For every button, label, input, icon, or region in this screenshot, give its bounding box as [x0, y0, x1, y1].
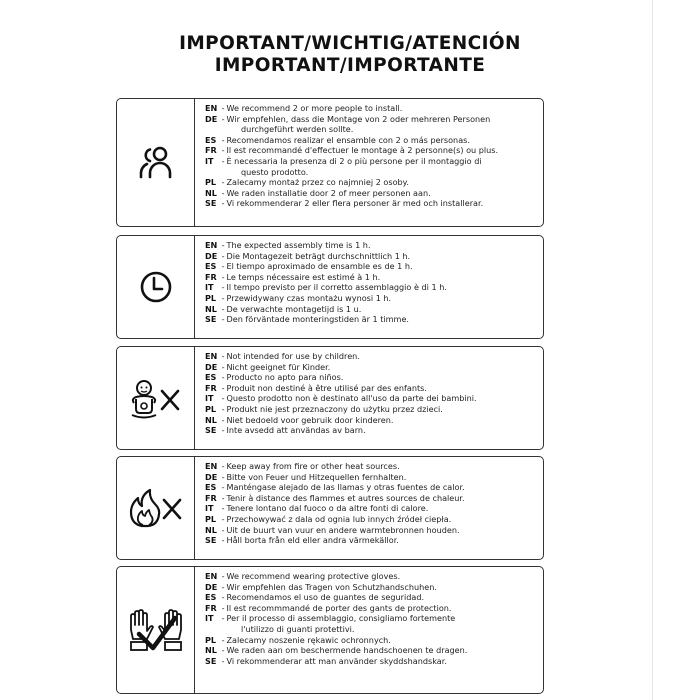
notice-text: Nicht geeignet für Kinder.: [226, 361, 331, 372]
notice-line: [205, 603, 539, 614]
notice-line: [205, 240, 539, 251]
notice-text: Vi rekommenderar 2 eller flera personer är med och installerar.: [226, 198, 484, 209]
notice-line: [205, 293, 539, 304]
language-dash: -: [219, 602, 225, 613]
notice-text: Il est recommmandé de porter des gants de protection.: [226, 602, 452, 613]
language-code: FR: [205, 382, 217, 393]
language-dash: -: [219, 103, 225, 113]
notice-line: [205, 135, 539, 146]
notice-text: Not intended for use by children.: [226, 351, 360, 361]
language-code: IT: [205, 282, 214, 293]
language-code: SE: [205, 314, 217, 325]
page-title-line-1: IMPORTANT/WICHTIG/ATENCIÓN: [179, 33, 521, 54]
language-dash: -: [219, 155, 225, 166]
notice-text: We raden aan om beschermende handschoenen te dragen.: [226, 645, 468, 656]
language-code: FR: [205, 271, 217, 282]
language-code: DE: [205, 361, 218, 372]
notice-text: durchgeführt werden sollte.: [241, 124, 354, 135]
language-code: ES: [205, 134, 217, 145]
notice-lines: [205, 103, 539, 209]
language-code: PL: [205, 634, 217, 645]
two-people-icon: [136, 143, 176, 183]
notice-text: Manténgase alejado de las llamas y otras fuentes de calor.: [226, 482, 465, 493]
notice-line: [205, 582, 539, 593]
language-dash: -: [219, 513, 225, 524]
language-code: NL: [205, 645, 217, 656]
language-dash: -: [219, 261, 225, 272]
page-title-line-2: IMPORTANT/IMPORTANTE: [214, 55, 486, 76]
notice-text: l'utilizzo di guanti protettivi.: [241, 623, 355, 634]
notice-text: Uit de buurt van vuur en andere warmtebronnen houden.: [226, 524, 460, 535]
language-dash: -: [219, 581, 225, 592]
language-code: NL: [205, 187, 217, 198]
language-dash: -: [219, 372, 225, 383]
notice-box-gloves: [116, 566, 544, 694]
notice-line: [205, 156, 539, 167]
language-code: SE: [205, 535, 217, 546]
notice-text: Produit non destiné à être utilisé par des enfants.: [226, 382, 427, 393]
notice-line: [205, 525, 539, 536]
notice-line: [205, 114, 539, 125]
language-dash: -: [219, 145, 225, 156]
notice-text: Tenir à distance des flammes et autres sources de chaleur.: [226, 492, 465, 503]
notice-line: [205, 645, 539, 656]
notice-line: [205, 482, 539, 493]
notice-text: Zalecamy montaż przez co najmniej 2 osoby.: [226, 177, 409, 188]
notice-text: Die Montagezeit beträgt durchschnittlich 1 h.: [226, 250, 411, 261]
notice-line: [205, 635, 539, 646]
notice-line: [205, 461, 539, 472]
icon-cell: [117, 236, 195, 338]
language-dash: -: [219, 492, 225, 503]
notice-line: [205, 503, 539, 514]
language-code: EN: [205, 240, 218, 250]
language-dash: -: [219, 134, 225, 145]
notice-line: [205, 145, 539, 156]
notice-line: [205, 535, 539, 546]
notice-line: [205, 167, 539, 178]
notice-text: The expected assembly time is 1 h.: [226, 240, 371, 250]
language-code: PL: [205, 513, 217, 524]
no-children-icon: [126, 375, 186, 421]
notice-line: [205, 383, 539, 394]
clock-icon: [139, 270, 173, 304]
language-code: PL: [205, 292, 217, 303]
language-dash: -: [219, 382, 225, 393]
notice-line: [205, 425, 539, 436]
notice-line: [205, 362, 539, 373]
notice-text: Den förväntade monteringstiden är 1 timme.: [226, 314, 409, 325]
language-dash: -: [219, 571, 225, 581]
notice-text: Il est recommandé d'effectuer le montage à 2 personne(s) ou plus.: [226, 145, 499, 156]
notice-text: El tiempo aproximado de ensamble es de 1 h.: [226, 261, 413, 272]
language-code: SE: [205, 655, 217, 666]
notice-line: [205, 251, 539, 262]
language-code: NL: [205, 524, 217, 535]
notice-line: [205, 261, 539, 272]
notice-text: Keep away from fire or other heat sources.: [226, 461, 400, 471]
language-dash: -: [219, 351, 225, 361]
notice-line: [205, 314, 539, 325]
notice-text: Recomendamos el uso de guantes de seguridad.: [226, 592, 425, 603]
notice-line: [205, 103, 539, 114]
language-code: ES: [205, 592, 217, 603]
notice-text: We raden installatie door 2 of meer personen aan.: [226, 187, 431, 198]
language-dash: -: [219, 198, 225, 209]
notice-line: [205, 372, 539, 383]
notice-text: Przewidywany czas montażu wynosi 1 h.: [226, 292, 392, 303]
language-code: IT: [205, 393, 214, 404]
language-code: NL: [205, 303, 217, 314]
language-dash: -: [219, 187, 225, 198]
notice-line: [205, 272, 539, 283]
notice-text: Producto no apto para niños.: [226, 372, 344, 383]
language-code: ES: [205, 261, 217, 272]
notice-line: [205, 393, 539, 404]
notice-text: Niet bedoeld voor gebruik door kinderen.: [226, 414, 394, 425]
notice-text: Questo prodotto non è destinato all'uso da parte dei bambini.: [226, 393, 477, 404]
notice-line: [205, 404, 539, 415]
notice-line: [205, 282, 539, 293]
language-dash: -: [219, 271, 225, 282]
notice-line: [205, 351, 539, 362]
language-dash: -: [219, 634, 225, 645]
language-dash: -: [219, 292, 225, 303]
notice-line: [205, 304, 539, 315]
language-dash: -: [219, 461, 225, 471]
language-dash: -: [219, 403, 225, 414]
notice-box-installers: [116, 98, 544, 227]
no-fire-icon: [126, 486, 186, 530]
notice-text: Recomendamos realizar el ensamble con 2 o más personas.: [226, 134, 470, 145]
gloves-icon: [125, 608, 187, 652]
notice-line: [205, 613, 539, 624]
notice-text: Le temps nécessaire est estimé à 1 h.: [226, 271, 381, 282]
icon-cell: [117, 347, 195, 449]
language-code: DE: [205, 250, 218, 261]
language-dash: -: [219, 503, 225, 514]
language-dash: -: [219, 361, 225, 372]
notice-line: [205, 198, 539, 209]
language-code: EN: [205, 351, 218, 361]
notice-line: [205, 571, 539, 582]
notice-text: Bitte von Feuer und Hitzequellen fernhalten.: [226, 471, 407, 482]
notice-text: Wir empfehlen das Tragen von Schutzhandschuhen.: [226, 581, 437, 592]
notice-text: De verwachte montagetijd is 1 u.: [226, 303, 362, 314]
notice-box-children: [116, 346, 544, 450]
notice-line: [205, 592, 539, 603]
notice-line: [205, 124, 539, 135]
notice-line: [205, 514, 539, 525]
language-code: EN: [205, 571, 218, 581]
notice-text: Wir empfehlen, dass die Montage von 2 oder mehreren Personen: [226, 113, 491, 124]
notice-text: Per il processo di assemblaggio, consigliamo fortemente: [226, 613, 456, 624]
notice-lines: [205, 240, 539, 325]
notice-line: [205, 415, 539, 426]
language-dash: -: [219, 655, 225, 666]
notice-text: Przechowywać z dala od ognia lub innych źródeł ciepła.: [226, 513, 452, 524]
notice-text: Tenere lontano dal fuoco o da altre fonti di calore.: [226, 503, 429, 514]
language-code: DE: [205, 113, 218, 124]
notice-text: È necessaria la presenza di 2 o più persone per il montaggio di: [226, 155, 482, 166]
language-code: DE: [205, 471, 218, 482]
language-dash: -: [219, 524, 225, 535]
notice-box-assembly-time: [116, 235, 544, 339]
language-code: NL: [205, 414, 217, 425]
language-code: ES: [205, 372, 217, 383]
notice-lines: [205, 461, 539, 546]
notice-line: [205, 188, 539, 199]
language-dash: -: [219, 113, 225, 124]
language-code: IT: [205, 503, 214, 514]
notice-text: questo prodotto.: [241, 166, 309, 177]
notice-lines: [205, 351, 539, 436]
notice-text: Håll borta från eld eller andra värmekällor.: [226, 535, 399, 546]
language-dash: -: [219, 471, 225, 482]
language-code: EN: [205, 461, 218, 471]
language-code: FR: [205, 602, 217, 613]
language-code: SE: [205, 198, 217, 209]
notice-text: We recommend 2 or more people to install.: [226, 103, 403, 113]
language-dash: -: [219, 250, 225, 261]
language-dash: -: [219, 303, 225, 314]
notice-line: [205, 624, 539, 635]
page-edge-line: [652, 0, 653, 700]
language-dash: -: [219, 282, 225, 293]
notice-line: [205, 472, 539, 483]
language-dash: -: [219, 240, 225, 250]
notice-text: Inte avsedd att användas av barn.: [226, 425, 366, 436]
language-dash: -: [219, 393, 225, 404]
language-code: DE: [205, 581, 218, 592]
notice-text: Vi rekommenderar att man använder skyddshandskar.: [226, 655, 447, 666]
notice-lines: [205, 571, 539, 666]
language-dash: -: [219, 613, 225, 624]
language-dash: -: [219, 645, 225, 656]
language-code: PL: [205, 403, 217, 414]
language-code: EN: [205, 103, 218, 113]
language-code: FR: [205, 145, 217, 156]
notice-text: We recommend wearing protective gloves.: [226, 571, 401, 581]
notice-box-fire: [116, 456, 544, 560]
icon-cell: [117, 567, 195, 693]
language-dash: -: [219, 314, 225, 325]
notice-line: [205, 493, 539, 504]
language-code: FR: [205, 492, 217, 503]
notice-text: Produkt nie jest przeznaczony do użytku przez dzieci.: [226, 403, 443, 414]
language-dash: -: [219, 592, 225, 603]
language-dash: -: [219, 425, 225, 436]
icon-cell: [117, 99, 195, 226]
language-dash: -: [219, 414, 225, 425]
language-code: PL: [205, 177, 217, 188]
language-dash: -: [219, 177, 225, 188]
language-dash: -: [219, 482, 225, 493]
language-dash: -: [219, 535, 225, 546]
language-code: IT: [205, 613, 214, 624]
notice-text: Zalecamy noszenie rękawic ochronnych.: [226, 634, 391, 645]
notice-line: [205, 656, 539, 667]
language-code: IT: [205, 155, 214, 166]
language-code: SE: [205, 425, 217, 436]
icon-cell: [117, 457, 195, 559]
notice-text: Il tempo previsto per il corretto assemblaggio è di 1 h.: [226, 282, 447, 293]
language-code: ES: [205, 482, 217, 493]
notice-line: [205, 177, 539, 188]
